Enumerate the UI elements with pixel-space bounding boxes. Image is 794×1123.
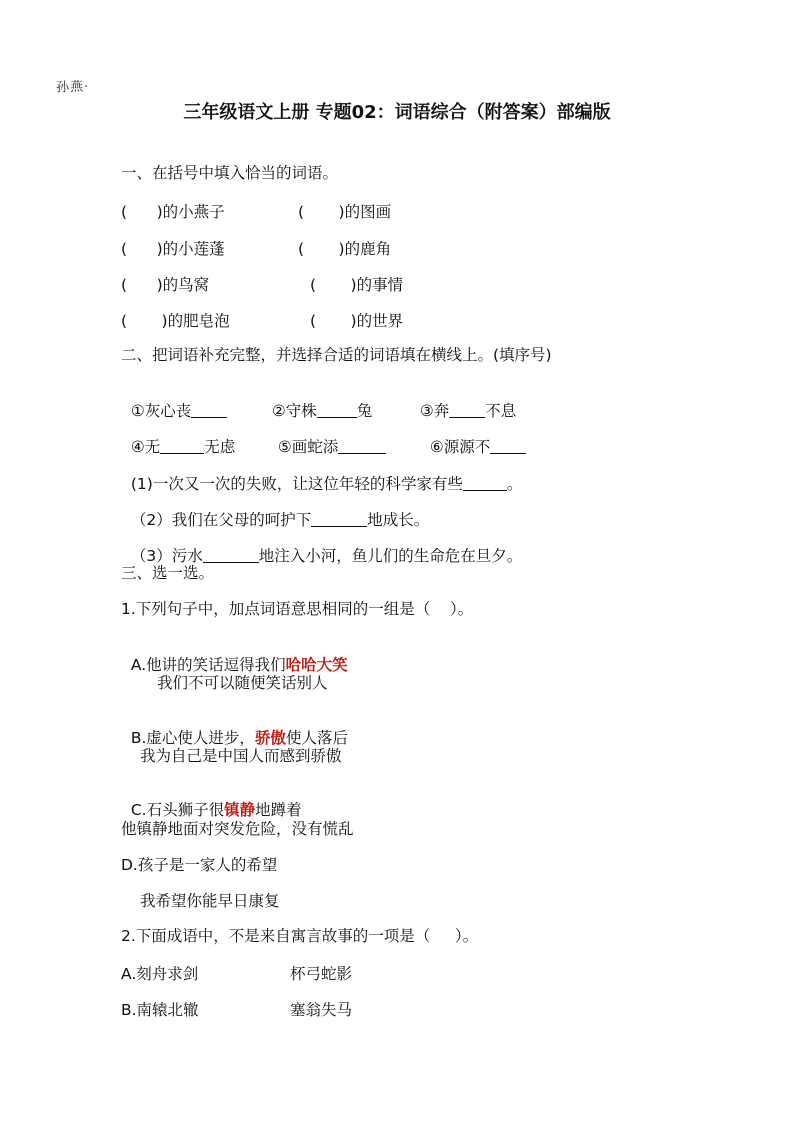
idiom-item	[410, 381, 516, 421]
idiom-text: ④无	[130, 438, 161, 456]
answer-blank	[191, 403, 227, 418]
section2-heading: 二、把词语补充完整，并选择合适的词语填在横线上。(填序号)	[121, 346, 552, 364]
option-d-sentence-2: 我希望你能早日康复	[140, 892, 280, 910]
option-a-sentence-2: 我们不可以随便笑话别人	[157, 674, 328, 692]
answer-blank	[338, 439, 386, 454]
page-title: 三年级语文上册 专题02：词语综合（附答案）部编版	[183, 102, 611, 123]
answer-blank	[449, 403, 485, 418]
idiom-text: 兔	[356, 402, 373, 420]
option-text: 地蹲着	[255, 801, 302, 819]
option-b	[121, 708, 348, 748]
option-c	[121, 780, 302, 820]
option-b-sentence-2: 我为自己是中国人而感到骄傲	[140, 747, 342, 765]
sentence-text: 地注入小河，鱼儿们的生命危在旦夕。	[258, 547, 523, 565]
fill-item: ( )的小燕子	[121, 203, 225, 221]
highlighted-word: 哈哈大笑	[285, 656, 348, 674]
answer-blank	[311, 512, 367, 527]
fill-item: ( )的肥皂泡	[121, 312, 230, 330]
question-stem: 1.下列句子中，加点词语意思相同的一组是（ ）。	[121, 600, 474, 618]
idiom-item	[262, 381, 372, 421]
answer-blank	[160, 439, 204, 454]
fill-item: ( )的小莲蓬	[121, 240, 225, 258]
idiom-item	[121, 381, 227, 421]
sentence-item	[121, 526, 522, 566]
fill-item: ( )的鸟窝	[121, 276, 210, 294]
option-b-idiom-2: 塞翁失马	[290, 1001, 353, 1019]
idiom-item	[420, 417, 526, 457]
idiom-text: ③奔	[419, 402, 450, 420]
option-c-sentence-2: 他镇静地面对突发危险，没有慌乱	[121, 820, 354, 838]
option-text: B.虚心使人进步，	[130, 729, 255, 747]
idiom-text: ①灰心丧	[130, 402, 192, 420]
question-stem: 2.下面成语中，不是来自寓言故事的一项是（ ）。	[121, 927, 479, 945]
handwritten-note: 孙燕·	[55, 79, 90, 96]
fill-item: ( )的世界	[310, 312, 404, 330]
sentence-text: （3）污水	[130, 547, 203, 565]
sentence-text: （2）我们在父母的呵护下	[130, 511, 312, 529]
idiom-text: 无虑	[204, 438, 236, 456]
fill-item: ( )的图画	[298, 203, 392, 221]
idiom-text: ②守株	[271, 402, 317, 420]
fill-item: ( )的事情	[310, 276, 404, 294]
fill-item: ( )的鹿角	[298, 240, 392, 258]
option-a-idiom-2: 杯弓蛇影	[290, 965, 353, 983]
option-b: B.南辕北辙	[121, 1001, 199, 1019]
option-a: A.刻舟求剑	[121, 965, 199, 983]
highlighted-word: 骄傲	[254, 729, 286, 747]
answer-blank	[490, 439, 526, 454]
section3-heading: 三、选一选。	[121, 564, 215, 582]
answer-blank	[463, 476, 507, 491]
option-d: D.孩子是一家人的希望	[121, 856, 278, 874]
option-text: C.石头狮子很	[130, 801, 225, 819]
idiom-item	[121, 417, 235, 457]
answer-blank	[317, 403, 357, 418]
highlighted-word: 镇静	[224, 801, 256, 819]
option-text: A.他讲的笑话逗得我们	[130, 656, 286, 674]
section1-heading: 一、在括号中填入恰当的词语。	[121, 164, 339, 182]
idiom-text: 不息	[485, 402, 517, 420]
sentence-text: 地成长。	[367, 511, 430, 529]
option-a	[121, 635, 348, 675]
idiom-item	[268, 417, 386, 457]
sentence-text: (1)一次又一次的失败，让这位年轻的科学家有些	[130, 475, 463, 493]
sentence-item	[121, 490, 429, 530]
answer-blank	[203, 548, 259, 563]
idiom-text: ⑤画蛇添	[277, 438, 339, 456]
sentence-item	[121, 454, 522, 494]
option-text: 使人落后	[285, 729, 348, 747]
idiom-text: ⑥源源不	[429, 438, 491, 456]
sentence-text: 。	[506, 475, 523, 493]
